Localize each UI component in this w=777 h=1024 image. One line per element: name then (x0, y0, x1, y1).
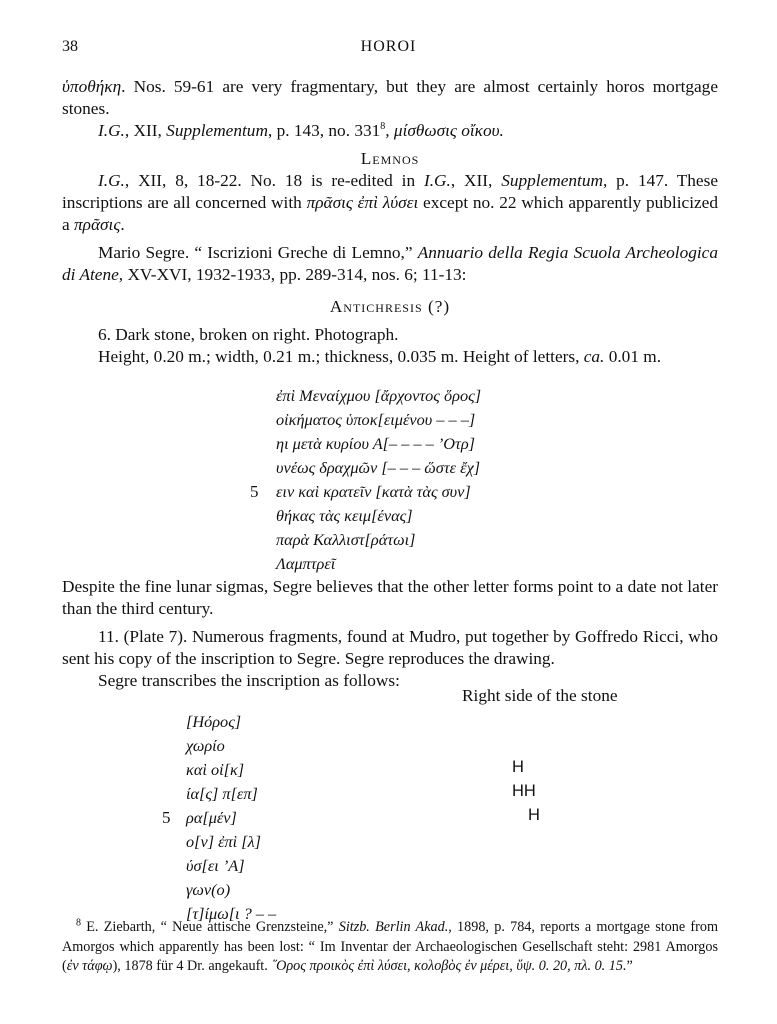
line-number: 5 (250, 482, 259, 501)
paragraph-transcription-intro: Segre transcribes the inscription as follows: (98, 671, 400, 690)
inscription-line: οἰκήματος ὑποκ[ειμένου – – –] (276, 410, 476, 429)
paragraph-lemnos-ig: I.G., XII, 8, 18-22. No. 18 is re-edited in I.G., XII, Supplementum, p. 147. These inscriptions are all concerned with πρᾶσις ἐπὶ λύσει except no. 22 which apparently publicized a πρᾶσις. (62, 171, 719, 234)
inscription-line: ρα[μέν] (186, 808, 237, 827)
inscription-line: ο[ν] ἐπὶ [λ] (186, 832, 261, 851)
inscription-line: [Ηόρος] (186, 712, 242, 731)
inscription-line: ύσ[ει ’Α] (186, 856, 245, 875)
paragraph-segre-citation: Mario Segre. “ Iscrizioni Greche di Lemno,” Annuario della Regia Scuola Archeologica di Atene, XV-XVI, 1932-1933, pp. 289-314, nos. 6; 11-13: (62, 243, 718, 284)
inscription-line: Λαμπτρεῖ (276, 554, 336, 573)
numeral-mark: HH (512, 782, 536, 800)
footnote-marker: 8 (76, 917, 81, 929)
numeral-mark: H (528, 806, 540, 824)
paragraph-ig-supplementum: I.G., XII, Supplementum, p. 143, no. $331^8$, μίσθωσις οἴκου. (98, 121, 504, 140)
inscription-line: γων(ο) (186, 880, 231, 899)
section-heading-lemnos: Lemnos (360, 149, 420, 168)
inscription-line: χωρίο (186, 736, 225, 755)
numeral-mark: H (512, 758, 524, 776)
page-number: 38 (62, 38, 78, 55)
line-number: 5 (162, 808, 171, 827)
paragraph-stone-11: 11. (Plate 7). Numerous fragments, found at Mudro, put together by Goffredo Ricci, who sent his copy of the inscription to Segre. Segre reproduces the drawing. (62, 627, 718, 668)
inscription-line: ηι μετὰ κυρίου Α[– – – – ’Οτρ] (276, 434, 475, 453)
inscription-line: ία[ς] π[επ] (186, 784, 258, 803)
inscription-line: υνέως δραχμῶν [– – – ὥστε ἔχ] (276, 458, 481, 477)
footnote (62, 918, 718, 977)
greek-word: ὑποθήκη (62, 77, 122, 96)
inscription-line: ειν καὶ κρατεῖν [κατὰ τὰς συν] (276, 482, 471, 501)
right-side-label: Right side of the stone (462, 686, 618, 705)
footnote-ref: 8 (380, 121, 386, 133)
inscription-line: παρὰ Καλλιστ[ράτωι] (276, 530, 416, 549)
paragraph-lunar-sigmas: Despite the fine lunar sigmas, Segre believes that the other letter forms point to a date not later than the third century. (62, 577, 718, 618)
inscription-line: [τ]ίμω[ι ? – – (186, 904, 277, 923)
inscription-line: ἐπὶ Μεναίχμου [ἄρχοντος ὅρος] (276, 386, 482, 405)
paragraph-hypotheke: ὑποθήκη. Nos. 59-61 are very fragmentary, but they are almost certainly horos mortgage stones. (62, 77, 718, 118)
inscription-line: καὶ οἰ[κ] (186, 760, 245, 779)
footnote-8: $^8$ E. Ziebarth, “ Neue attische Grenzsteine,” Sitzb. Berlin Akad., 1898, p. 784, reports a mortgage stone from Amorgos which apparently has been lost: “ Im Inventar der Archaeologischen Gesellschaft steht: 2981 Amorgos (ἐν τάφῳ), 1878 für 4 Dr. angekauft. ῞Ορος προικὸς ἐπὶ λύσει, κολοβὸς ἐν μέρει, ὕψ. 0. 20, πλ. 0. 15.” (62, 917, 718, 974)
section-heading-antichresis: Antichresis (?) (329, 297, 451, 316)
paragraph-stone-6: 6. Dark stone, broken on right. Photograph. (98, 325, 399, 344)
body-text-top (62, 76, 718, 368)
body-text-middle (62, 576, 718, 692)
paragraph-dimensions: Height, 0.20 m.; width, 0.21 m.; thickness, 0.035 m. Height of letters, ca. 0.01 m. (98, 347, 662, 366)
inscription-line: θήκας τὰς κειμ[ένας] (276, 506, 413, 525)
running-title: HOROI (360, 38, 417, 55)
